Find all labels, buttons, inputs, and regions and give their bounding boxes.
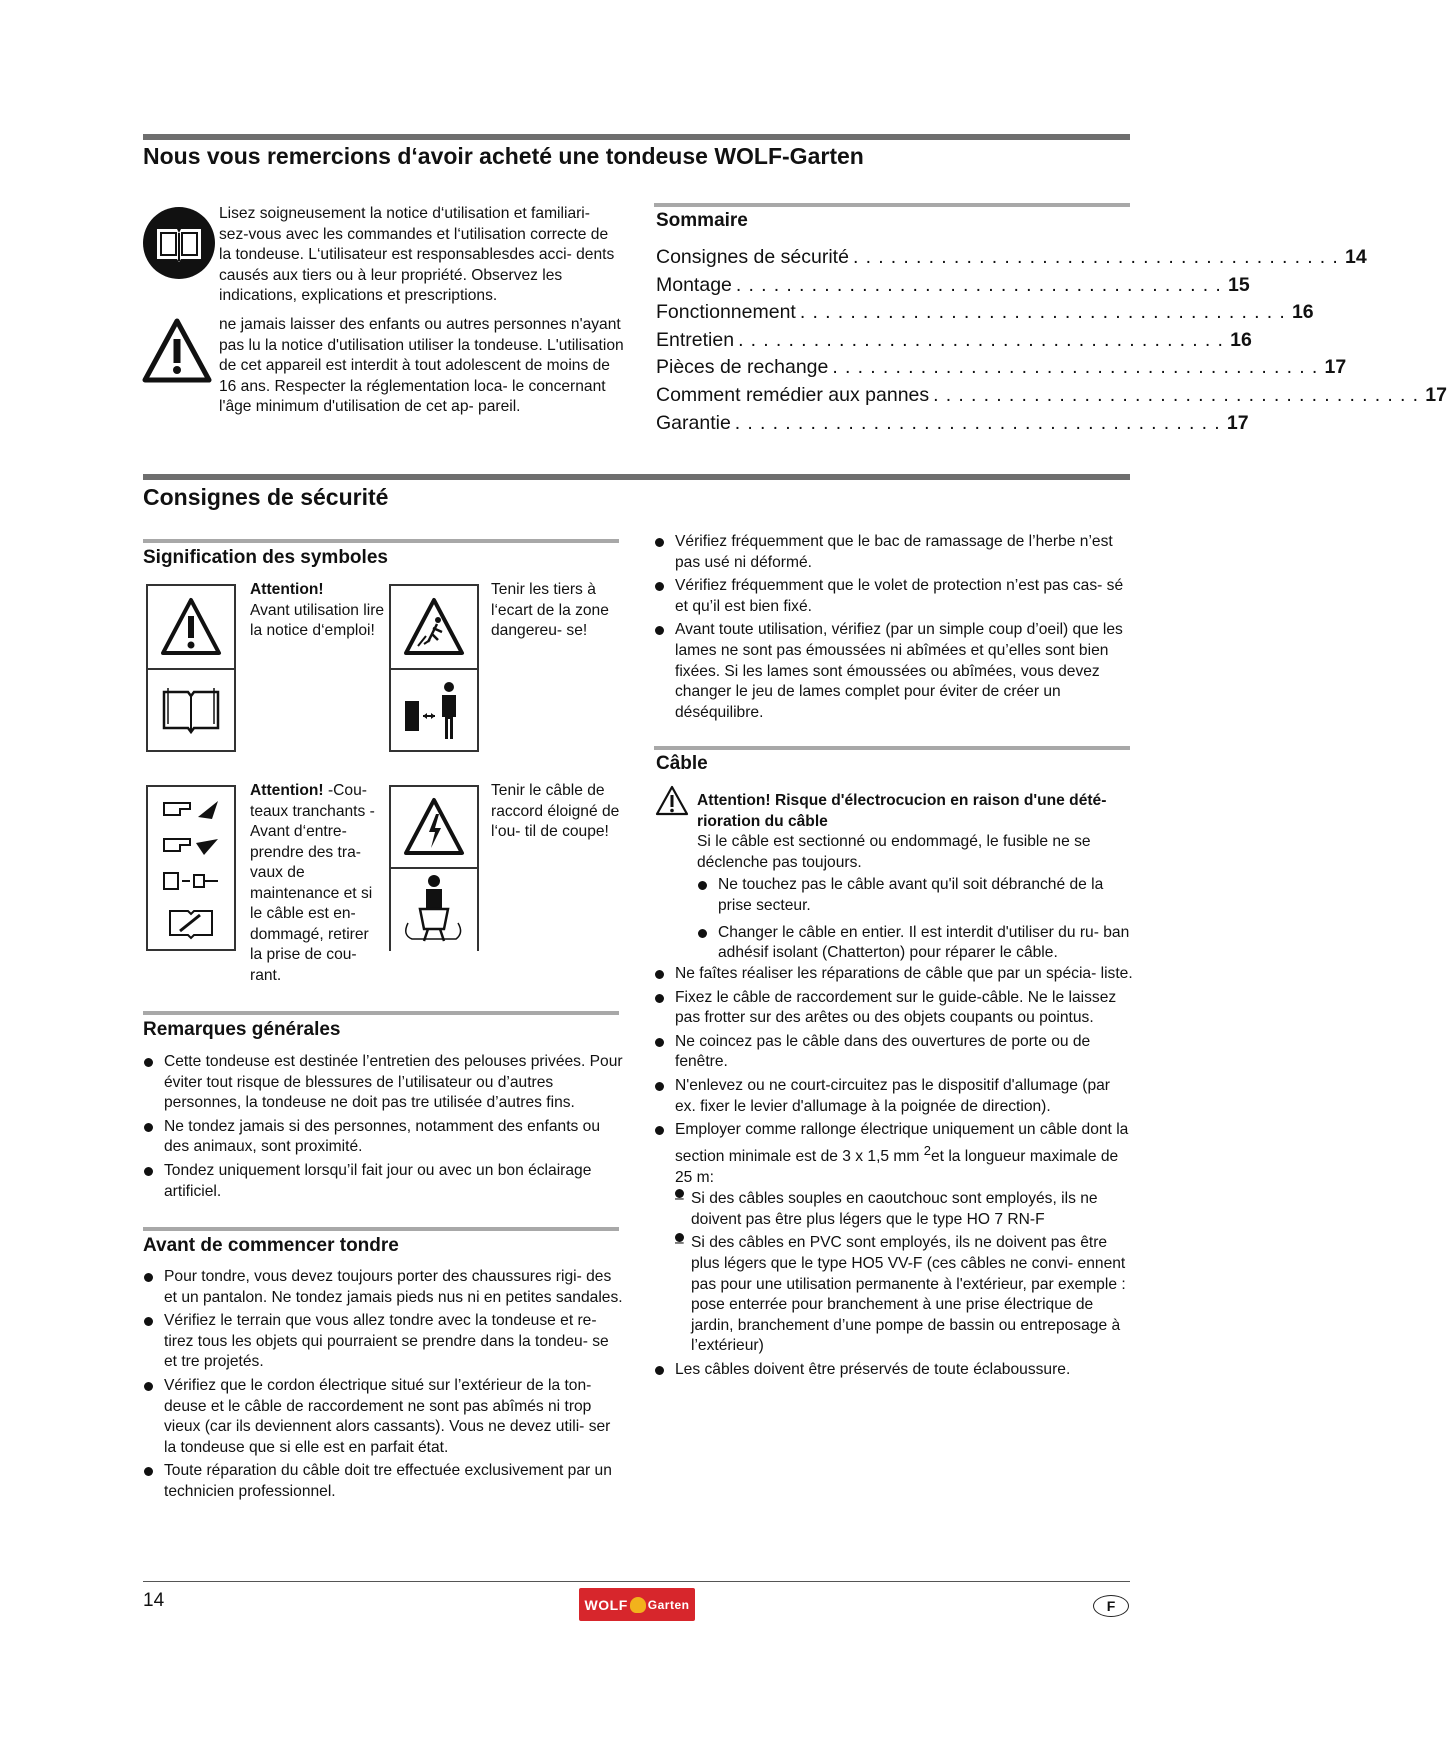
symbol-1-text: Attention! Avant utilisation lire la notice d‘emploi! bbox=[250, 581, 385, 639]
sommaire-heading: Sommaire bbox=[656, 210, 748, 231]
list-item: Avant toute utilisation, vérifiez (par un simple coup d’oeil) que les lames ne sont pas émoussées ni abîmées et qu’elles sont bien fixées. Si les lames sont émoussées ou abîmées, vous devez changer le jeu de lames complet pour éviter de créer un déséquilibre. bbox=[654, 620, 1134, 723]
list-item: Vérifiez le terrain que vous allez tondre avec la tondeuse et re- tirez tous les objets qui pourraient se prendre dans la tondeu- se et tre projetés. bbox=[143, 1311, 623, 1373]
intro-book-text: Lisez soigneusement la notice d‘utilisation et familiari- sez-vous avec les commandes et l‘utilisation correcte de la tondeuse. L‘utilisateur est responsablesdes acci- dents causés aux tiers ou à leur propriété. Observez les indications, explications et prescriptions. bbox=[219, 205, 615, 305]
sommaire-rule bbox=[654, 203, 1130, 207]
symbol-4-text: Tenir le câble de raccord éloigné de l‘ou- til de coupe! bbox=[491, 782, 620, 840]
title-rule bbox=[143, 134, 1130, 140]
mower-operator-icon bbox=[398, 873, 470, 945]
list-item: Ne coincez pas le câble dans des ouvertures de porte ou de fenêtre. bbox=[654, 1032, 1134, 1073]
toc-row[interactable]: Comment remédier aux pannes ....................................... 17 bbox=[656, 383, 1447, 406]
table-of-contents bbox=[656, 244, 1447, 437]
avant-heading: Avant de commencer tondre bbox=[143, 1235, 399, 1256]
list-item: Changer le câble en entier. Il est interdit d'utiliser du ru- ban adhésif isolant (Chatterton) pour réparer le câble. bbox=[697, 923, 1137, 964]
list-item: – Si des câbles souples en caoutchouc sont employés, ils ne doivent pas être plus légers que le type HO 7 RN-F bbox=[675, 1189, 1134, 1230]
cable-warning: Attention! Risque d'électrocucion en raison d'une dété- rioration du câble Si le câble est sectionné ou endommagé, le fusible ne se déclenche pas toujours. Ne touchez pas le câble avant qu'il soit débranché de la prise secteur. Changer le câble en entier. Il est interdit d'utiliser du ru- ban adhésif isolant (Chatterton) pour réparer le câble. bbox=[697, 791, 1137, 967]
list-item: Tondez uniquement lorsqu’il fait jour ou avec un bon éclairage artificiel. bbox=[143, 1161, 623, 1202]
list-item: Cette tondeuse est destinée l’entretien des pelouses privées. Pour éviter tout risque de blessures de l’utilisateur ou d’autres personnes, la tondeuse ne doit pas tre utilisée d’autres fins. bbox=[143, 1052, 623, 1114]
avant-rule bbox=[143, 1227, 619, 1231]
symbol-keep-distance bbox=[389, 584, 479, 752]
toc-row[interactable]: Consignes de sécurité ....................................... 14 bbox=[656, 246, 1367, 268]
list-item: – Si des câbles en PVC sont employés, ils ne doivent pas être plus légers que le type HO5 VV-F (ces câbles ne convi- ennent pas pour une utilisation permanente à l'extérieur, par exemple : pose enterrée pour branchement à une prise électrique de jardin, branchement d’une pompe de bassin ou entreposage à l’extérieur) bbox=[675, 1233, 1134, 1357]
page-number: 14 bbox=[143, 1590, 165, 1611]
person-distance-icon bbox=[399, 675, 469, 745]
wolf-garten-logo: WOLF Garten bbox=[579, 1588, 695, 1621]
symbols-heading: Signification des symboles bbox=[143, 547, 388, 568]
warning-icon bbox=[159, 596, 223, 658]
list-item: Vérifiez fréquemment que le bac de ramassage de l’herbe n’est pas usé ni déformé. bbox=[654, 532, 1134, 573]
avant-list bbox=[143, 1267, 623, 1506]
hand-blade-icon bbox=[160, 797, 222, 821]
language-badge: F bbox=[1093, 1595, 1129, 1617]
intro-warning-text: ne jamais laisser des enfants ou autres personnes n'ayant pas lu la notice d'utilisation utiliser la tondeuse. L'utilisation de cet appareil est interdit à tout adolescent de moins de 16 ans. Respecter la réglementation loca- le concernant l'âge minimum d'utilisation de cet ap- pareil. bbox=[219, 316, 624, 416]
safety-heading: Consignes de sécurité bbox=[143, 484, 389, 510]
cable-list bbox=[654, 964, 1134, 1383]
list-item: Vérifiez que le cordon électrique situé sur l’extérieur de la ton- deuse et le câble de raccordement ne sont pas abîmés ni trop vieux (car ils deviennent alors cassants). Vous ne devez utili- ser la tondeuse que si elle est en parfait état. bbox=[143, 1376, 623, 1458]
list-item: Vérifiez fréquemment que le volet de protection n’est pas cas- sé et qu’il est bien fixé. bbox=[654, 576, 1134, 617]
symbols-rule bbox=[143, 539, 619, 543]
toc-row[interactable]: Garantie ....................................... 17 bbox=[656, 411, 1249, 434]
list-item: Ne tondez jamais si des personnes, notamment des enfants ou des animaux, sont proximité. bbox=[143, 1117, 623, 1158]
list-item: N'enlevez ou ne court-circuitez pas le dispositif d'allumage (par ex. fixer le levier d'allumage à la poignée de direction). bbox=[654, 1076, 1134, 1117]
right-top-list bbox=[654, 532, 1134, 726]
symbol-sharp-blades bbox=[146, 785, 236, 951]
list-item: Ne faîtes réaliser les réparations de câble que par un spécia- liste. bbox=[654, 964, 1134, 985]
list-item: Pour tondre, vous devez toujours porter des chaussures rigi- des et un pantalon. Ne tondez jamais pieds nus ni en petites sandales. bbox=[143, 1267, 623, 1308]
page-title: Nous vous remercions d‘avoir acheté une tondeuse WOLF-Garten bbox=[143, 143, 864, 169]
list-item: Employer comme rallonge électrique uniquement un câble dont la section minimale est de 3 x 1,5 mm $^2$et la longueur maximale de 25 m: – Si des câbles souples en caoutchouc sont employés, ils ne doivent pas être plus légers que le type HO 7 RN-F – Si des câbles en PVC sont employés, ils ne doivent pas être plus légers que le type HO5 VV-F (ces câbles ne convi- ennent pas pour une utilisation permanente à l'extérieur, par exemple : pose enterrée pour branchement à une prise électrique de jardin, branchement d’une pompe de bassin ou entreposage à l’extérieur) bbox=[654, 1120, 1134, 1357]
maintenance-manual-icon bbox=[166, 905, 216, 939]
toc-row[interactable]: Entretien ....................................... 16 bbox=[656, 328, 1252, 351]
remarques-list bbox=[143, 1052, 623, 1205]
safety-rule bbox=[143, 474, 1130, 480]
remarques-rule bbox=[143, 1011, 619, 1015]
unplug-icon bbox=[160, 869, 222, 893]
list-item: Fixez le câble de raccordement sur le guide-câble. Ne le laissez pas frotter sur des arêtes ou des objets coupants ou pointus. bbox=[654, 988, 1134, 1029]
book-icon bbox=[158, 682, 224, 738]
toc-row[interactable]: Montage ....................................... 15 bbox=[656, 273, 1250, 296]
cable-heading: Câble bbox=[656, 753, 708, 774]
fox-icon bbox=[630, 1597, 646, 1613]
toc-row[interactable]: Fonctionnement ....................................... 16 bbox=[656, 301, 1314, 324]
electric-hazard-icon bbox=[402, 796, 466, 858]
symbol-cable-away bbox=[389, 785, 479, 951]
list-item: Ne touchez pas le câble avant qu'il soit débranché de la prise secteur. bbox=[697, 875, 1137, 916]
toc-row[interactable]: Pièces de rechange ....................................... 17 bbox=[656, 356, 1347, 379]
list-item: Toute réparation du câble doit tre effectuée exclusivement par un technicien professionnel. bbox=[143, 1461, 623, 1502]
warning-icon bbox=[142, 317, 212, 390]
symbol-read-manual bbox=[146, 584, 236, 752]
symbol-2-text: Tenir les tiers à l‘ecart de la zone dangereu- se! bbox=[491, 581, 609, 639]
hand-blade-icon bbox=[160, 833, 222, 857]
read-manual-icon bbox=[143, 207, 215, 279]
cable-rule bbox=[654, 746, 1130, 750]
thrown-objects-icon bbox=[402, 596, 466, 658]
footer-rule bbox=[143, 1581, 1130, 1582]
symbol-3-text: Attention! -Cou- teaux tranchants - Avant d‘entre- prendre des tra- vaux de maintenance et si le câble est en- dommagé, retirer la prise de cou- rant. bbox=[250, 782, 375, 984]
cable-warning-icon bbox=[655, 785, 689, 822]
list-item: Les câbles doivent être préservés de toute éclaboussure. bbox=[654, 1360, 1134, 1381]
remarques-heading: Remarques générales bbox=[143, 1019, 341, 1040]
